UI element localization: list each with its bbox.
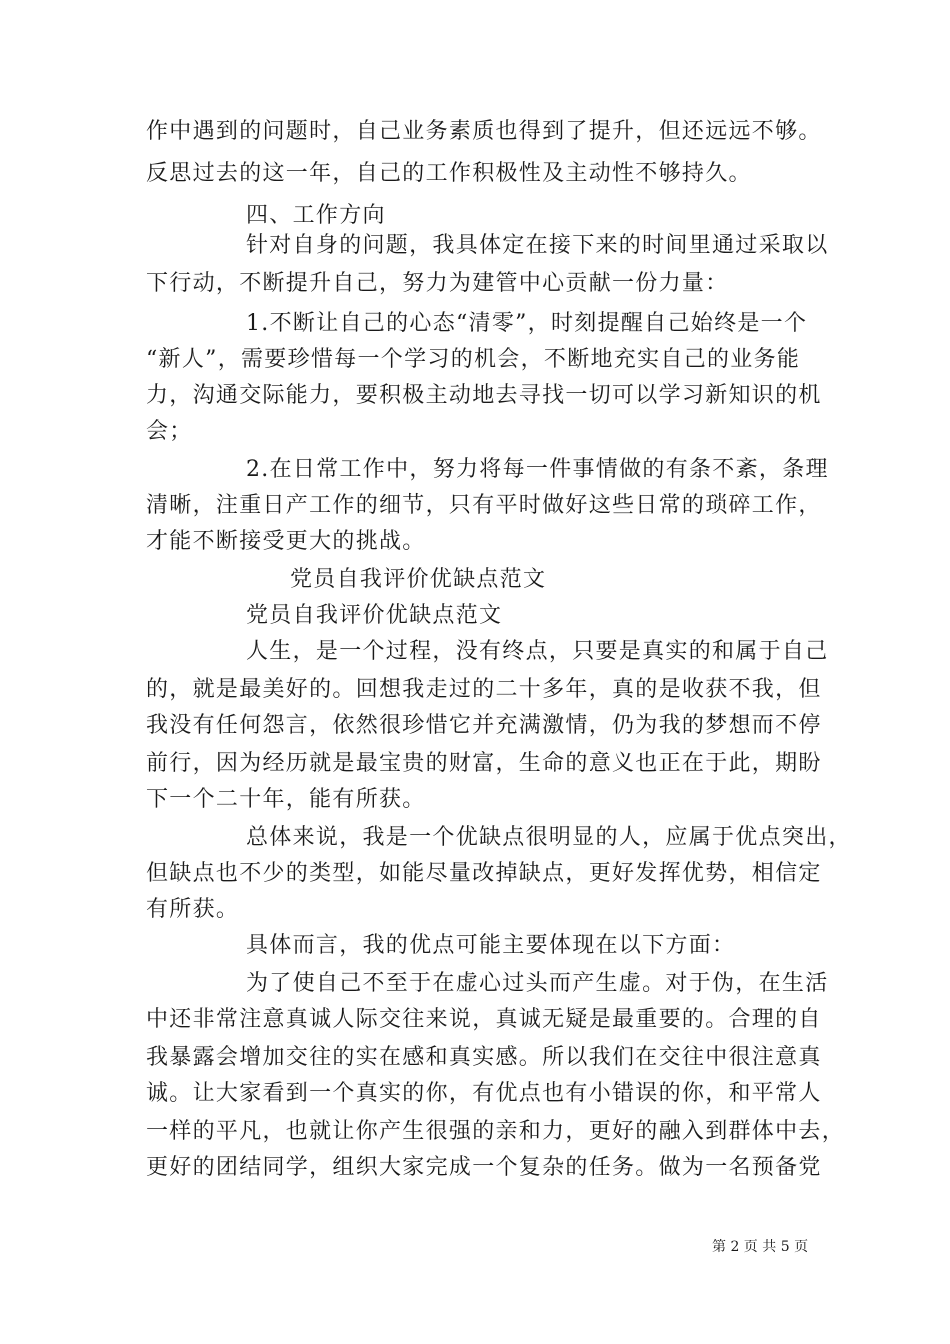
section-heading: 四、工作方向 (246, 203, 386, 228)
body-text-line: 作中遇到的问题时，自己业务素质也得到了提升，但还远远不够。 (146, 119, 822, 144)
list-item-line: 2.在日常工作中，努力将每一件事情做的有条不紊，条理 (246, 457, 829, 482)
article-title: 党员自我评价优缺点范文 (290, 567, 547, 592)
body-text-line: 总体来说，我是一个优缺点很明显的人，应属于优点突出， (246, 825, 852, 850)
body-text-line: “新人”，需要珍惜每一个学习的机会，不断地充实自己的业务能 (146, 347, 801, 372)
article-subtitle: 党员自我评价优缺点范文 (246, 603, 503, 628)
page-number-footer: 第 2 页 共 5 页 (712, 1239, 809, 1255)
body-text-line: 反思过去的这一年，自己的工作积极性及主动性不够持久。 (146, 161, 752, 186)
body-text-line: 有所获。 (146, 897, 240, 922)
body-text-line: 更好的团结同学，组织大家完成一个复杂的任务。做为一名预备党 (146, 1155, 822, 1180)
body-text-line: 清晰，注重日产工作的细节，只有平时做好这些日常的琐碎工作， (146, 493, 822, 518)
list-item-line: 1.不断让自己的心态“清零”，时刻提醒自己始终是一个 (246, 311, 808, 336)
body-text-line: 中还非常注意真诚人际交往来说，真诚无疑是最重要的。合理的自 (146, 1007, 822, 1032)
body-text-line: 但缺点也不少的类型，如能尽量改掉缺点，更好发挥优势，相信定 (146, 861, 822, 886)
body-text-line: 会； (146, 419, 193, 444)
body-text-line: 诚。让大家看到一个真实的你，有优点也有小错误的你，和平常人 (146, 1081, 822, 1106)
body-text-line: 我暴露会增加交往的实在感和真实感。所以我们在交往中很注意真 (146, 1045, 822, 1070)
body-text-line: 为了使自己不至于在虚心过头而产生虚。对于伪，在生活 (246, 971, 829, 996)
body-text-line: 下行动，不断提升自己，努力为建管中心贡献一份力量： (146, 271, 729, 296)
body-text-line: 一样的平凡，也就让你产生很强的亲和力，更好的融入到群体中去， (146, 1119, 846, 1144)
body-text-line: 具体而言，我的优点可能主要体现在以下方面： (246, 933, 736, 958)
body-text-line: 下一个二十年，能有所获。 (146, 787, 426, 812)
body-text-line: 针对自身的问题，我具体定在接下来的时间里通过采取以 (246, 233, 829, 258)
body-text-line: 人生，是一个过程，没有终点，只要是真实的和属于自己 (246, 639, 829, 664)
body-text-line: 的，就是最美好的。回想我走过的二十多年，真的是收获不我，但 (146, 677, 822, 702)
body-text-line: 前行，因为经历就是最宝贵的财富，生命的意义也正在于此，期盼 (146, 751, 822, 776)
body-text-line: 我没有任何怨言，依然很珍惜它并充满激情，仍为我的梦想而不停 (146, 713, 822, 738)
body-text-line: 才能不断接受更大的挑战。 (146, 529, 426, 554)
body-text-line: 力，沟通交际能力，要积极主动地去寻找一切可以学习新知识的机 (146, 383, 822, 408)
